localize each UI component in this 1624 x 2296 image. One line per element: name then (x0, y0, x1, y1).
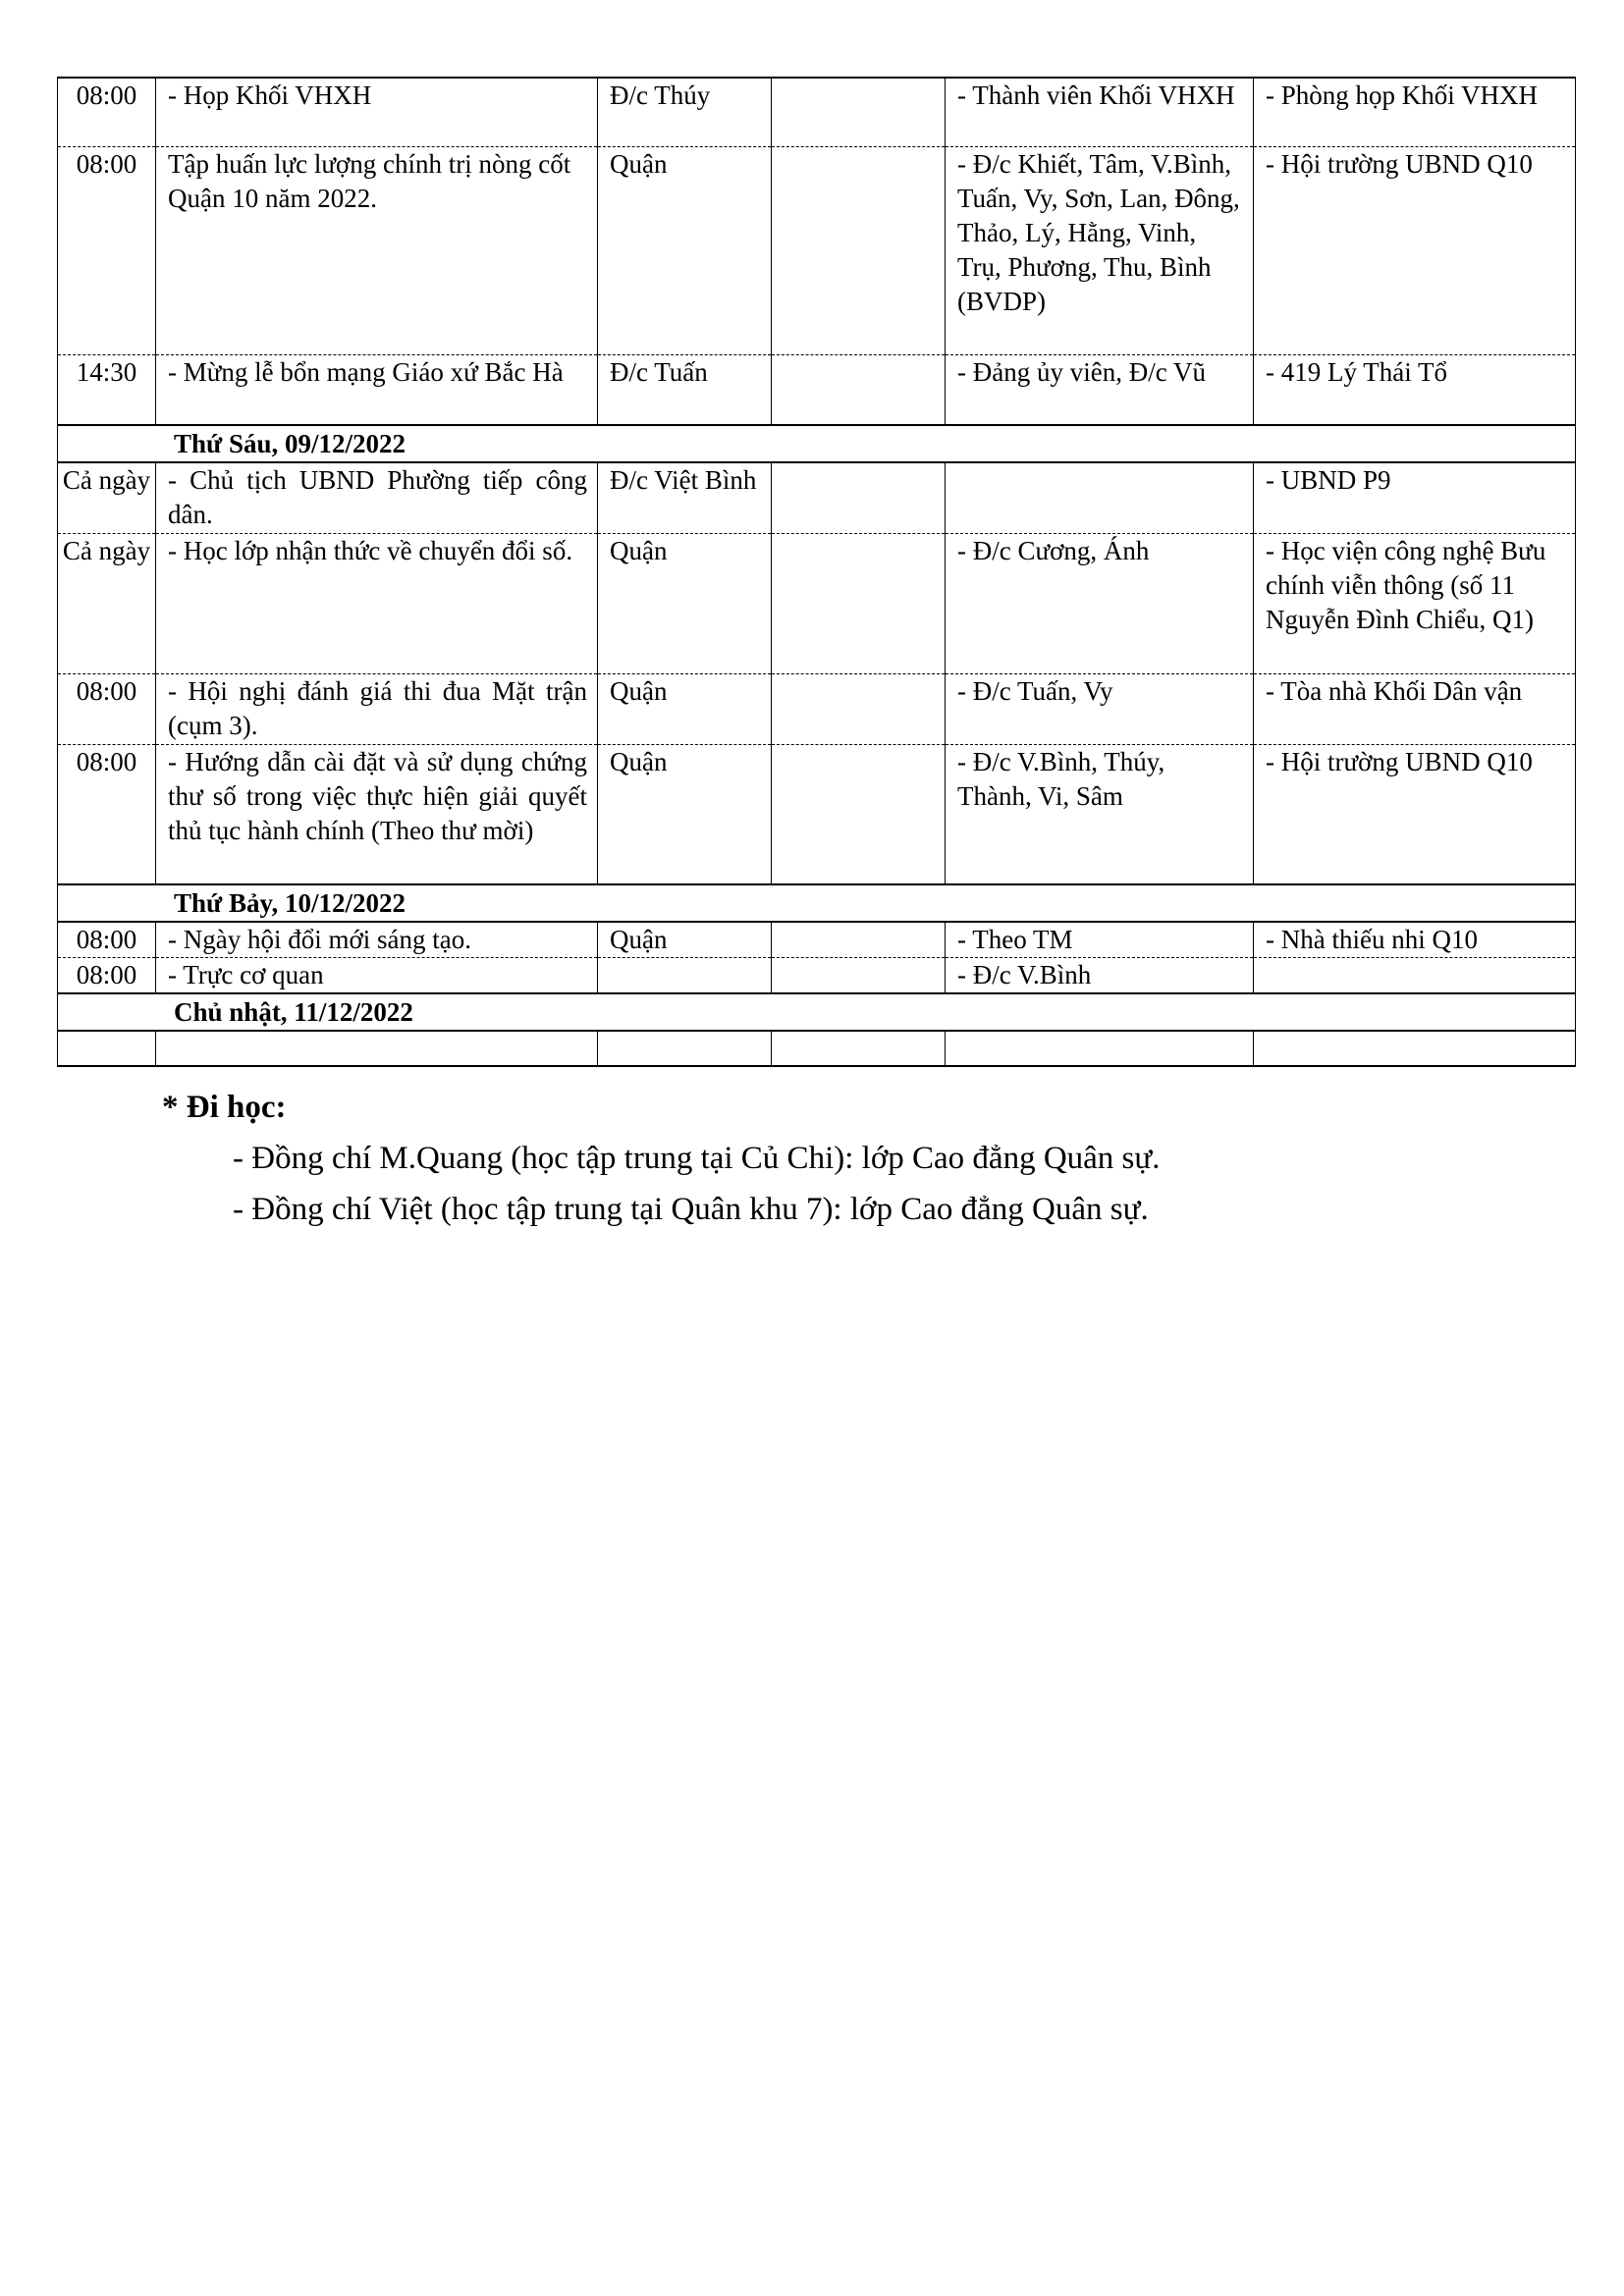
content-cell: - Học lớp nhận thức về chuyển đổi số. (156, 533, 598, 673)
prep-cell (772, 922, 946, 958)
location-cell (1254, 1031, 1576, 1066)
day-header-row (58, 425, 1576, 462)
participants-cell (946, 1031, 1254, 1066)
table-row (58, 744, 1576, 884)
day-heading: Thứ Bảy, 10/12/2022 (58, 884, 1576, 922)
table-row (58, 354, 1576, 425)
time-cell: 08:00 (58, 744, 156, 884)
time-cell: Cả ngày (58, 462, 156, 533)
lead-cell: Quận (598, 673, 772, 744)
lead-cell (598, 1031, 772, 1066)
lead-cell: Quận (598, 744, 772, 884)
participants-cell (946, 462, 1254, 533)
participants-cell: - Thành viên Khối VHXH (946, 78, 1254, 146)
participants-cell: - Đ/c Khiết, Tâm, V.Bình, Tuấn, Vy, Sơn, Lan, Đông, Thảo, Lý, Hằng, Vinh, Trụ, Phương, Thu, Bình (BVDP) (946, 146, 1254, 354)
table-row (58, 78, 1576, 146)
notes-heading: * Đi học: (162, 1090, 287, 1125)
lead-cell: Đ/c Việt Bình (598, 462, 772, 533)
prep-cell (772, 744, 946, 884)
location-cell: - Hội trường UBND Q10 (1254, 146, 1576, 354)
time-cell: 08:00 (58, 78, 156, 146)
location-cell: - UBND P9 (1254, 462, 1576, 533)
study-notes (162, 1082, 1161, 1235)
location-cell (1254, 958, 1576, 994)
content-cell (156, 1031, 598, 1066)
table-row (58, 673, 1576, 744)
time-cell: 08:00 (58, 146, 156, 354)
prep-cell (772, 354, 946, 425)
table-row (58, 922, 1576, 958)
prep-cell (772, 462, 946, 533)
location-cell: - Hội trường UBND Q10 (1254, 744, 1576, 884)
lead-cell: Quận (598, 922, 772, 958)
lead-cell: Quận (598, 533, 772, 673)
content-cell: - Trực cơ quan (156, 958, 598, 994)
day-heading: Thứ Sáu, 09/12/2022 (58, 425, 1576, 462)
table-row (58, 462, 1576, 533)
schedule-body (58, 78, 1576, 1066)
location-cell: - Phòng họp Khối VHXH (1254, 78, 1576, 146)
content-cell: - Ngày hội đổi mới sáng tạo. (156, 922, 598, 958)
table-row (58, 1031, 1576, 1066)
participants-cell: - Theo TM (946, 922, 1254, 958)
content-cell: - Mừng lễ bổn mạng Giáo xứ Bắc Hà (156, 354, 598, 425)
day-header-row (58, 884, 1576, 922)
time-cell: 08:00 (58, 673, 156, 744)
schedule-sheet (57, 77, 1575, 1067)
content-cell: - Họp Khối VHXH (156, 78, 598, 146)
lead-cell: Đ/c Thúy (598, 78, 772, 146)
content-cell: - Hội nghị đánh giá thi đua Mặt trận (cụm 3). (156, 673, 598, 744)
content-cell: - Hướng dẫn cài đặt và sử dụng chứng thư số trong việc thực hiện giải quyết thủ tục hành chính (Theo thư mời) (156, 744, 598, 884)
participants-cell: - Đ/c V.Bình, Thúy, Thành, Vi, Sâm (946, 744, 1254, 884)
location-cell: - Nhà thiếu nhi Q10 (1254, 922, 1576, 958)
schedule-table (57, 77, 1576, 1067)
lead-cell (598, 958, 772, 994)
table-row (58, 533, 1576, 673)
time-cell: Cả ngày (58, 533, 156, 673)
participants-cell: - Đảng ủy viên, Đ/c Vũ (946, 354, 1254, 425)
prep-cell (772, 958, 946, 994)
content-cell: - Chủ tịch UBND Phường tiếp công dân. (156, 462, 598, 533)
prep-cell (772, 146, 946, 354)
participants-cell: - Đ/c Tuấn, Vy (946, 673, 1254, 744)
table-row (58, 146, 1576, 354)
prep-cell (772, 1031, 946, 1066)
lead-cell: Đ/c Tuấn (598, 354, 772, 425)
day-heading: Chủ nhật, 11/12/2022 (58, 993, 1576, 1031)
lead-cell: Quận (598, 146, 772, 354)
time-cell (58, 1031, 156, 1066)
note-item: - Đồng chí Việt (học tập trung tại Quân khu 7): lớp Cao đẳng Quân sự. (233, 1192, 1149, 1227)
time-cell: 08:00 (58, 958, 156, 994)
location-cell: - 419 Lý Thái Tổ (1254, 354, 1576, 425)
prep-cell (772, 78, 946, 146)
participants-cell: - Đ/c V.Bình (946, 958, 1254, 994)
table-row (58, 958, 1576, 994)
location-cell: - Tòa nhà Khối Dân vận (1254, 673, 1576, 744)
time-cell: 08:00 (58, 922, 156, 958)
day-header-row (58, 993, 1576, 1031)
prep-cell (772, 673, 946, 744)
note-item: - Đồng chí M.Quang (học tập trung tại Củ Chi): lớp Cao đẳng Quân sự. (233, 1141, 1161, 1176)
prep-cell (772, 533, 946, 673)
time-cell: 14:30 (58, 354, 156, 425)
location-cell: - Học viện công nghệ Bưu chính viễn thông (số 11 Nguyễn Đình Chiểu, Q1) (1254, 533, 1576, 673)
participants-cell: - Đ/c Cương, Ánh (946, 533, 1254, 673)
content-cell: Tập huấn lực lượng chính trị nòng cốt Quận 10 năm 2022. (156, 146, 598, 354)
